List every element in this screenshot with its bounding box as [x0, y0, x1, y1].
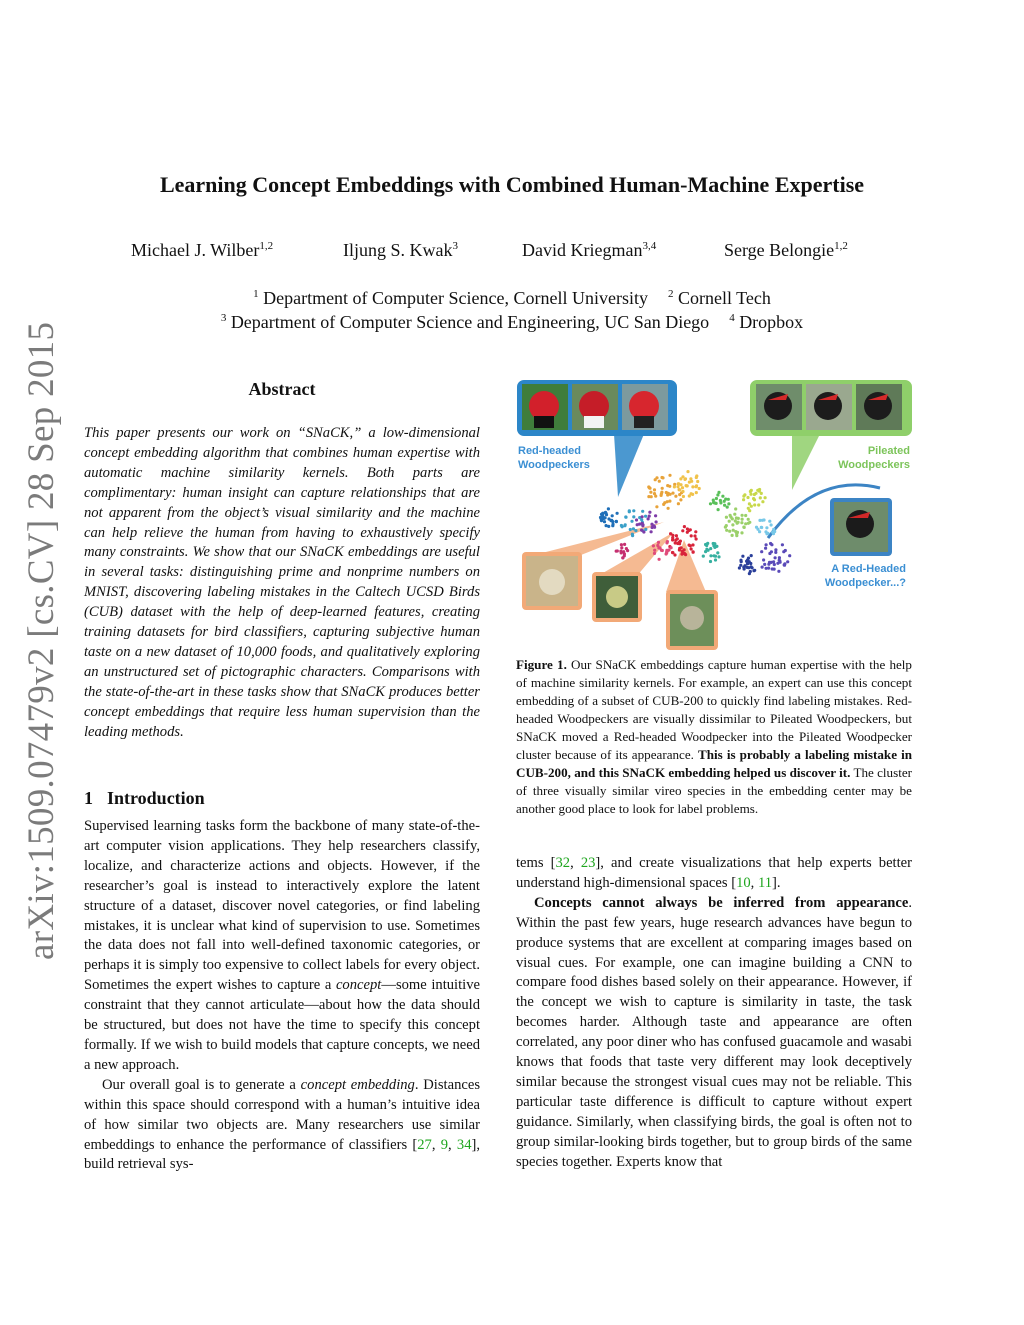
- embedding-point: [764, 496, 767, 499]
- embedding-point: [757, 503, 760, 506]
- embedding-point: [741, 514, 744, 517]
- embedding-point: [712, 499, 715, 502]
- embedding-point: [660, 492, 663, 495]
- embedding-point: [779, 561, 782, 564]
- embedding-point: [647, 495, 650, 498]
- embedding-point: [761, 566, 764, 569]
- embedding-point: [747, 518, 750, 521]
- embedding-point: [781, 543, 784, 546]
- embedding-point: [773, 568, 776, 571]
- embedding-point: [691, 543, 694, 546]
- figure-1-caption: Figure 1. Our SNaCK embeddings capture human expertise with the help of machine similarity kernels. For example, an expert can use this concept embedding of a subset of CUB-200 to quickly find labeling mistakes. Red-headed Woodpeckers are visually dissimilar to Pileated Woodpeckers, but SNaCK moved a Red-headed Woodpecker into the Pileated Woodpecker cluster because of its appearance. This is probably a labeling mistake in CUB-200, and this SNaCK embedding helped us discover it. The cluster of three visually similar vireo species in the embedding center may be another good place to look for label problems.: [516, 657, 913, 816]
- embedding-point: [717, 508, 720, 511]
- embedding-point: [695, 537, 698, 540]
- embedding-point: [648, 515, 651, 518]
- embedding-point: [691, 493, 694, 496]
- embedding-point: [601, 512, 604, 515]
- embedding-point: [696, 480, 699, 483]
- right-column-body: [516, 854, 912, 1173]
- right-paragraph-2: Concepts cannot always be inferred from appearance. Within the past few years, huge research advances have begun to produce systems that are excellent at comparing images based on visual cues. For example, one can imagine building a CNN to compare food dishes based solely on their appearance. However, if the concept we wish to capture is similarity in taste, the task becomes harder. Although taste and appearance are often correlated, any poor diner who has confused guacamole and wasabi knows that foods that taste very different may look deceptively similar because the strongest visual cues may not be reliable. This particular taste difference is difficult to capture without expert guidance. Similarly, when classifying birds, the goal is often not to group similar-looking birds together, but to group birds of the same species together. Experts know that: [516, 894, 912, 1170]
- embedding-point: [655, 520, 658, 523]
- embedding-point: [750, 505, 753, 508]
- embedding-point: [737, 517, 740, 520]
- embedding-point: [761, 500, 764, 503]
- embedding-point: [763, 563, 766, 566]
- author-4: Serge Belongie$^{1,2}$: [724, 240, 848, 260]
- embedding-point: [687, 529, 690, 532]
- embedding-point: [671, 492, 674, 495]
- embedding-point: [670, 546, 673, 549]
- right-paragraph-1: tems [32, 23], and create visualizations that help experts better understand high-dimensional spaces [10, 11].: [516, 855, 912, 891]
- embedding-point: [632, 515, 635, 518]
- embedding-point: [658, 558, 661, 561]
- embedding-point: [770, 523, 773, 526]
- embedding-point: [653, 552, 656, 555]
- embedding-point: [729, 514, 732, 517]
- embedding-point: [607, 525, 610, 528]
- embedding-point: [684, 477, 687, 480]
- embedding-point: [742, 495, 745, 498]
- label-query: Woodpecker...?: [824, 577, 906, 589]
- embedding-point: [635, 518, 638, 521]
- embedding-point: [714, 555, 717, 558]
- embedding-point: [676, 537, 679, 540]
- embedding-point: [774, 551, 777, 554]
- embedding-point: [628, 509, 631, 512]
- author-2: Iljung S. Kwak$^3$: [343, 240, 458, 260]
- citation-link[interactable]: 9: [440, 1136, 449, 1153]
- embedding-point: [652, 544, 655, 547]
- embedding-point: [747, 507, 750, 510]
- embedding-point: [681, 490, 684, 493]
- embedding-point: [641, 515, 644, 518]
- embedding-point: [725, 516, 728, 519]
- embedding-point: [620, 524, 623, 527]
- embedding-point: [658, 480, 661, 483]
- embedding-point: [649, 491, 652, 494]
- embedding-point: [723, 504, 726, 507]
- embedding-point: [709, 502, 712, 505]
- embedding-point: [654, 514, 657, 517]
- embedding-point: [753, 498, 756, 501]
- embedding-point: [734, 530, 737, 533]
- label-red-headed: Red-headed: [518, 445, 581, 457]
- embedding-point: [758, 519, 761, 522]
- embedding-point: [768, 552, 771, 555]
- embedding-point: [713, 546, 716, 549]
- embedding-point: [677, 502, 680, 505]
- embedding-point: [784, 549, 787, 552]
- embedding-point: [624, 523, 627, 526]
- citation-link[interactable]: 32: [555, 855, 571, 871]
- embedding-point: [668, 474, 671, 477]
- embedding-point: [738, 566, 741, 569]
- embedding-point: [760, 526, 763, 529]
- label-query: A Red-Headed: [831, 563, 906, 575]
- embedding-point: [727, 502, 730, 505]
- embedding-point: [621, 556, 624, 559]
- embedding-point: [678, 541, 681, 544]
- figure-1-embedding: [516, 372, 914, 654]
- embedding-point: [650, 530, 653, 533]
- embedding-point: [665, 491, 668, 494]
- embedding-point: [747, 566, 750, 569]
- embedding-point: [719, 499, 722, 502]
- embedding-point: [611, 523, 614, 526]
- citation-link[interactable]: 10: [736, 874, 751, 891]
- embedding-point: [673, 553, 676, 556]
- embedding-point: [647, 485, 650, 488]
- embedding-point: [686, 470, 689, 473]
- abstract-heading: Abstract: [248, 379, 316, 399]
- embedding-point: [630, 520, 633, 523]
- embedding-point: [728, 520, 731, 523]
- embedding-point: [657, 546, 660, 549]
- embedding-point: [678, 548, 681, 551]
- embedding-point: [748, 572, 751, 575]
- embedding-point: [777, 570, 780, 573]
- embedding-point: [681, 529, 684, 532]
- embedding-point: [765, 543, 768, 546]
- embedding-point: [647, 517, 650, 520]
- embedding-point: [655, 505, 658, 508]
- embedding-point: [750, 554, 753, 557]
- embedding-point: [692, 550, 695, 553]
- embedding-point: [610, 519, 613, 522]
- embedding-point: [667, 507, 670, 510]
- embedding-point: [683, 552, 686, 555]
- embedding-point: [631, 534, 634, 537]
- embedding-point: [607, 507, 610, 510]
- embedding-point: [741, 555, 744, 558]
- embedding-point: [739, 564, 742, 567]
- embedding-point: [698, 487, 701, 490]
- embedding-point: [743, 526, 746, 529]
- embedding-point: [681, 486, 684, 489]
- embedding-point: [671, 538, 674, 541]
- embedding-point: [688, 481, 691, 484]
- embedding-point: [683, 525, 686, 528]
- embedding-point: [695, 484, 698, 487]
- embedding-point: [644, 515, 647, 518]
- embedding-point: [734, 519, 737, 522]
- embedding-point: [770, 543, 773, 546]
- embedding-point: [724, 526, 727, 529]
- embedding-point: [705, 544, 708, 547]
- embedding-point: [715, 497, 718, 500]
- embedding-point: [634, 529, 637, 532]
- embedding-point: [690, 534, 693, 537]
- embedding-point: [783, 564, 786, 567]
- embedding-point: [742, 498, 745, 501]
- embedding-point: [709, 560, 712, 563]
- embedding-point: [678, 493, 681, 496]
- embedding-point: [774, 556, 777, 559]
- embedding-point: [690, 547, 693, 550]
- embedding-point: [733, 513, 736, 516]
- embedding-point: [739, 559, 742, 562]
- embedding-point: [737, 521, 740, 524]
- embedding-point: [709, 554, 712, 557]
- embedding-point: [694, 530, 697, 533]
- embedding-point: [674, 495, 677, 498]
- embedding-point: [679, 483, 682, 486]
- embedding-point: [716, 551, 719, 554]
- embedding-point: [758, 490, 761, 493]
- embedding-point: [764, 530, 767, 533]
- embedding-point: [744, 514, 747, 517]
- label-pileated: Woodpeckers: [838, 459, 910, 471]
- affiliation-line-1: $^1$ Department of Computer Science, Cornell University $^2$ Cornell Tech: [253, 288, 771, 308]
- embedding-point: [641, 524, 644, 527]
- embedding-point: [713, 501, 716, 504]
- embedding-point: [717, 491, 720, 494]
- embedding-point: [707, 549, 710, 552]
- embedding-point: [661, 476, 664, 479]
- embedding-point: [611, 514, 614, 517]
- embedding-point: [620, 543, 623, 546]
- embedding-point: [762, 558, 765, 561]
- embedding-point: [702, 555, 705, 558]
- embedding-point: [726, 506, 729, 509]
- citation-link[interactable]: 34: [456, 1136, 472, 1153]
- intro-paragraph-1: Supervised learning tasks form the backbone of many state-of-the-art computer vision applications. They help researchers classify, localize, and characterize actions and objects. However, if the researcher’s goal is instead to interactively explore the latent structure of a dataset, discover novel categories, or find labeling mistakes, it is unclear what kind of supervision to use. Sometimes the data does not fall into well-defined taxonomic categories, or perhaps it is simply too expensive to collect labels for every object. Sometimes the expert wishes to capture a concept—some intuitive constraint that they cannot articulate—about how the data should be structured, but does not have the time to specify this concept formally. If we wish to build models that capture concepts, we need a new approach.: [84, 818, 480, 1073]
- embedding-point: [685, 484, 688, 487]
- embedding-point: [676, 485, 679, 488]
- embedding-point: [748, 560, 751, 563]
- embedding-point: [625, 547, 628, 550]
- author-1: Michael J. Wilber$^{1,2}$: [131, 240, 274, 260]
- embedding-point: [740, 521, 743, 524]
- embedding-point: [731, 523, 734, 526]
- embedding-point: [603, 520, 606, 523]
- author-3: David Kriegman$^{3,4}$: [522, 240, 657, 260]
- embedding-point: [759, 496, 762, 499]
- embedding-point: [616, 512, 619, 515]
- abstract-body: This paper presents our work on “SNaCK,” a low-dimensional concept embedding algorithm that combines human expertise with automatic machine similarity kernels. Both parts are complimentary: human insight can capture relationships that are not apparent from the object’s visual similarity and the machine can help relieve the human from having to exhaustively specify many constraints. We show that our SNaCK embeddings are useful in several tasks: distinguishing prime and nonprime numbers on MNIST, discovering labeling mistakes in the Caltech UCSD Birds (CUB) dataset with the help of deep-learned features, creating training datasets for bird classifiers, capturing subjective human taste on a new dataset of 10,000 foods, and qualitatively exploring an unstructured set of pictographic characters. Comparisons with the state-of-the-art in these tasks show that SNaCK produces better concept embeddings that require less human supervision than the leading methods.: [84, 425, 480, 740]
- embedding-point: [688, 494, 691, 497]
- embedding-point: [673, 485, 676, 488]
- embedding-point: [695, 476, 698, 479]
- embedding-point: [734, 507, 737, 510]
- embedding-point: [727, 498, 730, 501]
- embedding-point: [679, 498, 682, 501]
- red-headed-callout: [517, 380, 677, 497]
- citation-link[interactable]: 23: [580, 855, 596, 871]
- embedding-point: [740, 531, 743, 534]
- embedding-point: [636, 523, 639, 526]
- embedding-point: [753, 503, 756, 506]
- embedding-point: [640, 529, 643, 532]
- embedding-point: [653, 549, 656, 552]
- embedding-point: [644, 528, 647, 531]
- embedding-point: [678, 488, 681, 491]
- embedding-point: [620, 546, 623, 549]
- embedding-point: [743, 564, 746, 567]
- embedding-point: [772, 560, 775, 563]
- embedding-point: [615, 550, 618, 553]
- embedding-point: [749, 490, 752, 493]
- embedding-point: [615, 520, 618, 523]
- embedding-point: [731, 534, 734, 537]
- embedding-point: [714, 558, 717, 561]
- embedding-point: [654, 478, 657, 481]
- embedding-point: [752, 569, 755, 572]
- intro-paragraph-2: Our overall goal is to generate a concept embedding. Distances within this space should correspond with a human’s intuitive idea of how similar two objects are. Many researchers use similar embeddings to enhance the performance of classifiers [27, 9, 34], build retrieval sys-: [84, 1076, 481, 1173]
- embedding-point: [748, 521, 751, 524]
- affiliation-line-2: $^3$ Department of Computer Science and Engineering, UC San Diego $^4$ Dropbox: [220, 312, 804, 332]
- embedding-point: [682, 495, 685, 498]
- embedding-point: [772, 528, 775, 531]
- embedding-point: [632, 509, 635, 512]
- left-column-body: [84, 817, 480, 1175]
- embedding-point: [693, 534, 696, 537]
- embedding-point: [771, 531, 774, 534]
- label-red-headed: Woodpeckers: [518, 459, 590, 471]
- embedding-point: [629, 528, 632, 531]
- embedding-point: [688, 544, 691, 547]
- embedding-point: [661, 487, 664, 490]
- embedding-point: [746, 496, 749, 499]
- embedding-point: [731, 517, 734, 520]
- embedding-point: [728, 530, 731, 533]
- embedding-point: [624, 515, 627, 518]
- embedding-point: [623, 543, 626, 546]
- embedding-point: [765, 567, 768, 570]
- embedding-point: [665, 541, 668, 544]
- embedding-point: [756, 528, 759, 531]
- embedding-point: [669, 493, 672, 496]
- embedding-point: [641, 510, 644, 513]
- query-callout: [768, 485, 892, 556]
- embedding-point: [717, 555, 720, 558]
- embedding-point: [743, 567, 746, 570]
- embedding-point: [764, 547, 767, 550]
- embedding-point: [747, 557, 750, 560]
- embedding-point: [653, 525, 656, 528]
- embedding-point: [657, 541, 660, 544]
- embedding-point: [666, 484, 669, 487]
- embedding-point: [741, 518, 744, 521]
- embedding-point: [665, 550, 668, 553]
- embedding-point: [668, 500, 671, 503]
- embedding-point: [695, 491, 698, 494]
- embedding-point: [671, 534, 674, 537]
- embedding-point: [723, 500, 726, 503]
- embedding-point: [765, 526, 768, 529]
- embedding-point: [674, 541, 677, 544]
- citation-link[interactable]: 11: [757, 874, 773, 891]
- embedding-point: [760, 550, 763, 553]
- section-heading-introduction: 1 Introduction: [84, 788, 205, 808]
- embedding-point: [663, 501, 666, 504]
- embedding-point: [653, 488, 656, 491]
- citation-link[interactable]: 27: [417, 1136, 432, 1153]
- embedding-point: [675, 534, 678, 537]
- paper-title: Learning Concept Embeddings with Combined Human-Machine Expertise: [159, 172, 865, 197]
- embedding-point: [721, 495, 724, 498]
- embedding-point: [786, 560, 789, 563]
- embedding-point: [654, 495, 657, 498]
- embedding-point: [604, 516, 607, 519]
- embedding-point: [768, 520, 771, 523]
- embedding-point: [691, 485, 694, 488]
- embedding-point: [683, 548, 686, 551]
- embedding-point: [788, 554, 791, 557]
- embedding-point: [749, 493, 752, 496]
- embedding-point: [679, 477, 682, 480]
- label-pileated: Pileated: [867, 445, 910, 457]
- embedding-point: [619, 550, 622, 553]
- embedding-point: [623, 552, 626, 555]
- embedding-point: [753, 493, 756, 496]
- embedding-point: [773, 563, 776, 566]
- vireo-callouts: [522, 522, 718, 650]
- embedding-point: [725, 529, 728, 532]
- embedding-point: [648, 511, 651, 514]
- arxiv-stamp: arXiv:1509.07479v2 [cs.CV] 28 Sep 2015: [21, 321, 62, 960]
- pileated-callout: [750, 380, 912, 490]
